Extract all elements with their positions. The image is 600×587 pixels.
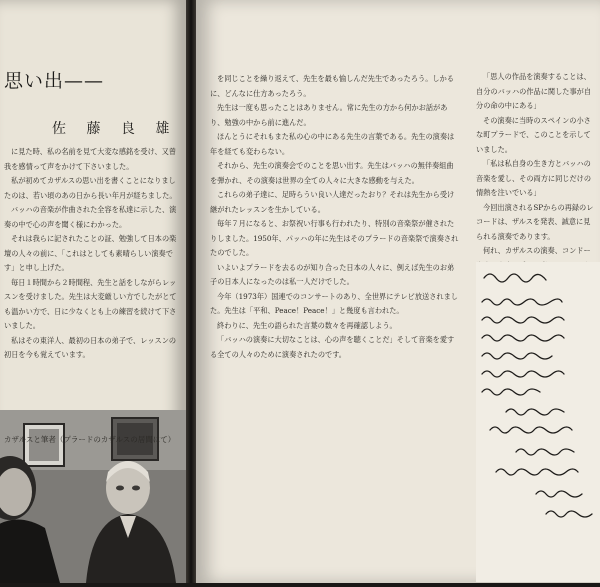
- paragraph: を同じことを繰り返えて、先生を最も愉しんだ先生であったろう。しかるに、どんなに仕方あったろう。: [210, 74, 454, 98]
- book-gutter: [186, 0, 196, 583]
- paragraph: 「思人の作品を演奏することは、自分のバッハの作品に関した事が自分の命の中にある」: [476, 72, 592, 110]
- paragraph: 先生は一度も思ったことはありません。常に先生の方から何かお話があり、勉強の中から前に進んだ。: [210, 103, 448, 127]
- paragraph: 私はその東洋人、最初の日本の弟子で、レッスンの初日を今も覚えています。: [4, 335, 177, 359]
- paragraph: 毎年７月になると、お祭祝い行事も行われたり、特別の音楽祭が催されたりしました。1950年、パッハの年に先生はそのプラードの音楽祭で演奏されたのでした。: [210, 219, 459, 257]
- handwriting-illustration: [476, 262, 600, 582]
- paragraph: それから、先生の演奏会でのことを思い出す。先生はバッハの無伴奏組曲を弾かれ、その演奏は世界の全ての人々に大きな感動を与えた。: [210, 161, 454, 185]
- paragraph: これらの弟子達に、足時らうい良い人達だったおり？それは先生から受け継がれたレッスンを生かしている。: [210, 190, 455, 214]
- paragraph: バッハの音楽が作曲された全容を私達に示した、演奏の中で心の声を聞く様にわかった。: [4, 205, 177, 229]
- paragraph: 「私は私自身の生き方とバッハの音楽を愛し、その両方に同じだけの情熱を注いでいる」: [476, 159, 592, 197]
- article-headline: 思い出——: [4, 70, 105, 92]
- paragraph: 今回出演されるSPからの再録のレコードは、ザルスを発表、誠意に見られる演奏であります。: [476, 202, 594, 241]
- paragraph: に見た時、私の名前を見て大変な感銘を受け、又曾我を感情って声をかけて下さいました。: [4, 147, 177, 171]
- author-name: 佐 藤 良 雄: [52, 121, 178, 137]
- paragraph: 何れ、カザルスの演奏、コンドー: [483, 246, 591, 255]
- right-column-text: [476, 70, 594, 255]
- handwritten-letter: [476, 262, 600, 582]
- photo-caption: カザルスと筆者（プラードのカザルスの居間にて）: [4, 435, 176, 444]
- paragraph: それは我らに記されたことの証、勉強して日本の楽壇の人々の前に、「これはとしても素晴らしい演奏です」と申し上げた。: [4, 234, 177, 272]
- paragraph: 終わりに、先生の語られた言葉の数々を再確認しよう。: [217, 320, 397, 330]
- paragraph: 毎日１時間から２時間程、先生と話をしながらレッスンを受けました。先生は大変厳しい方でしたがとても温かい方で、日に少なくとも上の練習を続けて下さいました。: [4, 277, 177, 330]
- paragraph: 今年（1973年）国連でのコンサートのあり、全世界にテレビ放送されました。先生は「平和、Peace！Peace！」と幾度も言われた。: [210, 291, 458, 315]
- left-column-text: [4, 145, 180, 425]
- middle-column-text: [210, 72, 460, 556]
- paragraph: ほんとうにそれもまた私の心の中にある先生の言葉である。先生の演奏は年を経ても変わらない。: [210, 132, 455, 156]
- paragraph: 私が初めてカザルスの思い出を書くことになりましたのは、若い頃のあの日から長い年月が経ちました。: [4, 176, 177, 200]
- paragraph: その演奏に当時のスペインの小さな町プラードで、このことを示していました。: [476, 115, 591, 154]
- paragraph: いよいよプラードを去るのが知り合った日本の人々に、例えば先生のお弟子の日本人になったのは私一人だけでした。: [210, 262, 455, 286]
- paragraph: 「バッハの演奏に大切なことは、心の声を聴くことだ」そして音楽を愛する全ての人々のために演奏されたのです。: [210, 335, 455, 359]
- left-page: [0, 0, 186, 583]
